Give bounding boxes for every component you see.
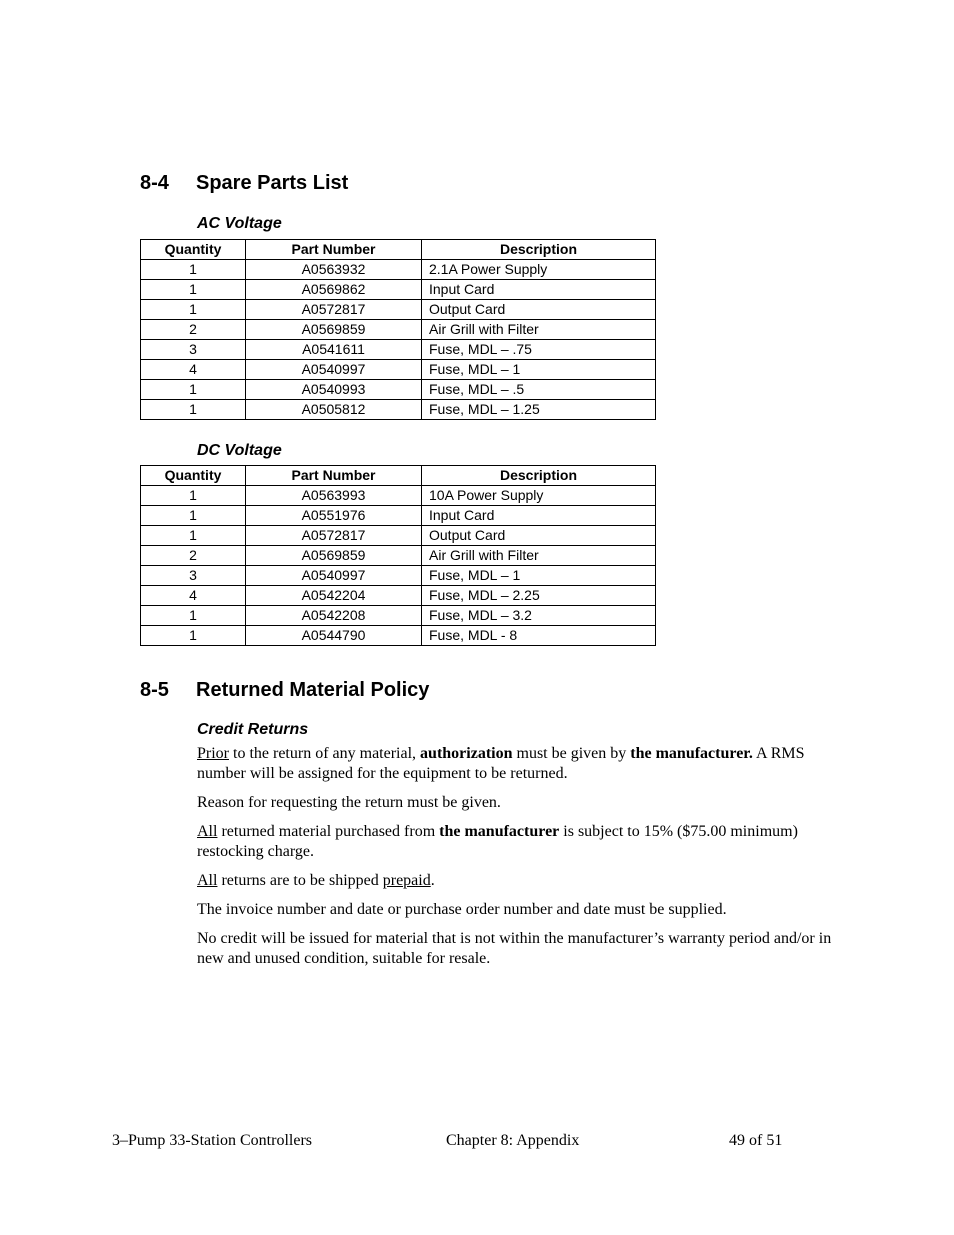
description-cell: Fuse, MDL – 1: [422, 360, 656, 380]
quantity-cell: 1: [141, 280, 246, 300]
policy-body: [197, 744, 837, 978]
part-number-cell: A0572817: [246, 300, 422, 320]
description-cell: Fuse, MDL – 3.2: [422, 606, 656, 626]
table-row: [141, 626, 656, 646]
description-cell: Fuse, MDL - 8: [422, 626, 656, 646]
part-number-cell: A0541611: [246, 340, 422, 360]
footer-chapter: Chapter 8: Appendix: [446, 1132, 580, 1149]
quantity-cell: 3: [141, 566, 246, 586]
policy-text: returned material purchased from: [217, 823, 440, 840]
quantity-cell: 1: [141, 526, 246, 546]
part-number-cell: A0542208: [246, 606, 422, 626]
underlined-word: All: [197, 872, 218, 889]
part-number-cell: A0569859: [246, 320, 422, 340]
part-number-cell: A0572817: [246, 526, 422, 546]
ac-voltage-heading: AC Voltage: [197, 215, 282, 232]
description-header: Description: [422, 240, 656, 260]
footer-page-number: 49 of 51: [729, 1132, 783, 1149]
table-row: [141, 400, 656, 420]
section-title: Spare Parts List: [196, 172, 349, 194]
part-number-cell: A0540993: [246, 380, 422, 400]
description-cell: Fuse, MDL – 2.25: [422, 586, 656, 606]
policy-paragraph-reason: Reason for requesting the return must be given.: [197, 794, 501, 811]
part-number-cell: A0569862: [246, 280, 422, 300]
quantity-cell: 3: [141, 340, 246, 360]
part-number-cell: A0505812: [246, 400, 422, 420]
part-number-cell: A0544790: [246, 626, 422, 646]
policy-text: returns are to be shipped: [217, 872, 383, 889]
quantity-cell: 1: [141, 606, 246, 626]
ac-voltage-table: [140, 239, 656, 420]
table-header-row: [141, 466, 656, 486]
description-cell: Fuse, MDL – .75: [422, 340, 656, 360]
policy-text: is subject to 15% ($75.00 minimum) restocking charge.: [197, 823, 798, 860]
part-number-cell: A0563932: [246, 260, 422, 280]
table-row: [141, 486, 656, 506]
description-cell: Air Grill with Filter: [422, 546, 656, 566]
dc-voltage-heading: DC Voltage: [197, 442, 282, 459]
table-row: [141, 280, 656, 300]
quantity-cell: 1: [141, 626, 246, 646]
bold-text: the manufacturer.: [630, 745, 753, 762]
description-cell: Fuse, MDL – 1: [422, 566, 656, 586]
bold-text: authorization: [420, 745, 513, 762]
quantity-cell: 1: [141, 260, 246, 280]
section-heading-returned-material: [140, 678, 429, 702]
quantity-cell: 1: [141, 506, 246, 526]
quantity-cell: 1: [141, 486, 246, 506]
quantity-cell: 1: [141, 300, 246, 320]
table-header-row: [141, 240, 656, 260]
quantity-cell: 2: [141, 320, 246, 340]
underlined-word: All: [197, 823, 218, 840]
description-cell: Fuse, MDL – .5: [422, 380, 656, 400]
quantity-cell: 4: [141, 586, 246, 606]
bold-text: the manufacturer: [439, 823, 560, 840]
policy-text: A RMS number will be assigned for the equipment to be returned.: [197, 745, 805, 782]
policy-text: to the return of any material,: [229, 745, 421, 762]
table-row: [141, 360, 656, 380]
footer-document-title: 3–Pump 33-Station Controllers: [112, 1132, 312, 1149]
quantity-cell: 2: [141, 546, 246, 566]
dc-voltage-table: [140, 465, 656, 646]
part-number-cell: A0540997: [246, 360, 422, 380]
description-cell: Fuse, MDL – 1.25: [422, 400, 656, 420]
description-cell: Output Card: [422, 526, 656, 546]
policy-paragraph-warranty: No credit will be issued for material that is not within the manufacturer’s warranty period and/or in new and unused condition, suitable for resale.: [197, 930, 832, 967]
part-number-cell: A0542204: [246, 586, 422, 606]
table-row: [141, 340, 656, 360]
part-number-header: Part Number: [246, 466, 422, 486]
table-row: [141, 546, 656, 566]
policy-text: .: [430, 872, 435, 889]
section-number: 8-4: [140, 172, 169, 194]
quantity-cell: 1: [141, 380, 246, 400]
part-number-cell: A0540997: [246, 566, 422, 586]
table-row: [141, 506, 656, 526]
table-row: [141, 320, 656, 340]
table-row: [141, 300, 656, 320]
description-header: Description: [422, 466, 656, 486]
policy-paragraph-prepaid: [197, 871, 837, 891]
quantity-header: Quantity: [141, 240, 246, 260]
section-title: Returned Material Policy: [196, 679, 430, 701]
table-row: [141, 606, 656, 626]
section-heading-spare-parts: [140, 171, 348, 195]
description-cell: Input Card: [422, 506, 656, 526]
quantity-cell: 4: [141, 360, 246, 380]
description-cell: 10A Power Supply: [422, 486, 656, 506]
section-number: 8-5: [140, 679, 169, 701]
policy-text: must be given by: [512, 745, 631, 762]
part-number-cell: A0563993: [246, 486, 422, 506]
part-number-cell: A0551976: [246, 506, 422, 526]
underlined-word: prepaid: [382, 872, 431, 889]
policy-paragraph-authorization: [197, 744, 837, 784]
part-number-header: Part Number: [246, 240, 422, 260]
policy-paragraph-restocking: [197, 822, 837, 862]
underlined-word: Prior: [197, 745, 229, 762]
table-row: [141, 566, 656, 586]
description-cell: 2.1A Power Supply: [422, 260, 656, 280]
quantity-header: Quantity: [141, 466, 246, 486]
policy-paragraph-invoice: The invoice number and date or purchase order number and date must be supplied.: [197, 901, 727, 918]
table-row: [141, 380, 656, 400]
description-cell: Air Grill with Filter: [422, 320, 656, 340]
table-row: [141, 260, 656, 280]
credit-returns-heading: Credit Returns: [197, 721, 309, 738]
description-cell: Input Card: [422, 280, 656, 300]
table-row: [141, 526, 656, 546]
quantity-cell: 1: [141, 400, 246, 420]
description-cell: Output Card: [422, 300, 656, 320]
part-number-cell: A0569859: [246, 546, 422, 566]
table-row: [141, 586, 656, 606]
